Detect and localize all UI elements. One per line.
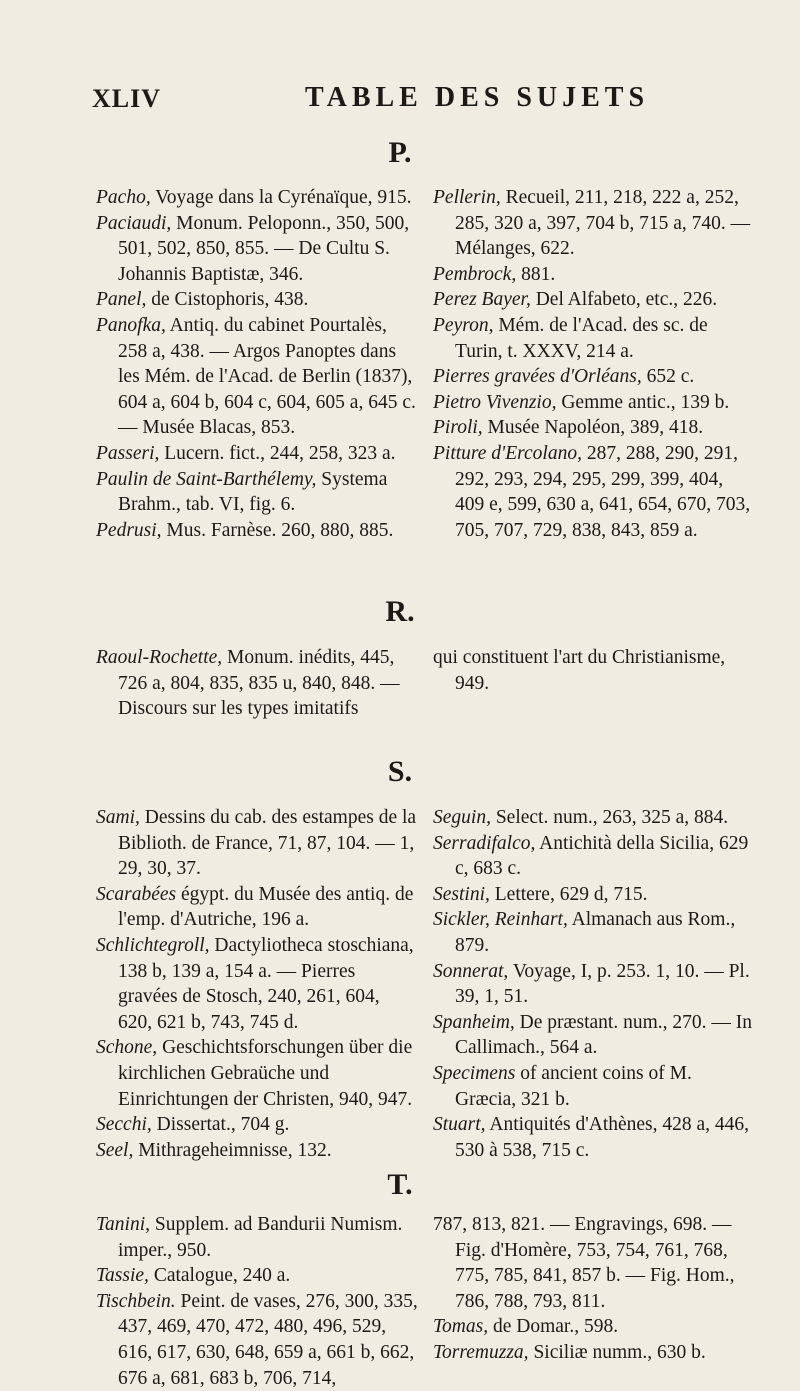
index-entry: Paulin de Saint-Barthélemy, Systema Brahm., tab. VI, fig. 6. [96,468,388,516]
running-title: TABLE DES SUJETS [305,82,650,113]
index-entry: Schlichtegroll, Dactyliotheca stoschiana, 138 b, 139 a, 154 a. — Pierres gravées de Stosch, 240, 261, 604, 620, 621 b, 743, 745 d. [96,934,414,1033]
index-entry: Serradifalco, Antichità della Sicilia, 629 c, 683 c. [433,832,749,880]
index-entry: Tischbein. Peint. de vases, 276, 300, 335, 437, 469, 470, 472, 480, 496, 529, 616, 617, 630, 648, 659 a, 661 b, 662, 676 a, 681, 683 b, 706, 714, [96,1290,418,1389]
index-entry: Panel, de Cistophoris, 438. [96,289,309,311]
section-p-left-column [96,185,418,543]
index-entry: Scarabées égypt. du Musée des antiq. de l'emp. d'Autriche, 196 a. [96,883,414,931]
index-entry: Tassie, Catalogue, 240 a. [96,1265,291,1287]
running-header [0,78,800,118]
section-p-right-column [433,185,755,543]
index-entry: Pierres gravées d'Orléans, 652 c. [433,366,695,388]
index-entry: Passeri, Lucern. fict., 244, 258, 323 a. [96,442,396,464]
section-letter-p: P. [388,136,412,169]
index-entry: Spanheim, De præstant. num., 270. — In Callimach., 564 a. [433,1011,753,1059]
index-entry: Sestini, Lettere, 629 d, 715. [433,883,648,905]
page-number: XLIV [92,84,162,113]
section-letter-s: S. [387,755,413,788]
index-entry: qui constituent l'art du Christianisme, 949. [433,647,726,694]
section-r-left-column [96,645,418,722]
section-s-right-column [433,805,755,1163]
index-entry: Peyron, Mém. de l'Acad. des sc. de Turin, t. XXXV, 214 a. [433,314,708,362]
index-entry: Raoul-Rochette, Monum. inédits, 445, 726 a, 804, 835, 835 u, 840, 848. — Discours sur les types imitatifs [96,647,400,720]
section-r-right-column [433,645,755,696]
index-entry: Panofka, Antiq. du cabinet Pourtalès, 258 a, 438. — Argos Panoptes dans les Mém. de l'Acad. de Berlin (1837), 604 a, 604 b, 604 c, 604, 605 a, 645 c. — Musée Blacas, 853. [96,314,416,439]
index-entry: Pacho, Voyage dans la Cyrénaïque, 915. [96,187,412,208]
section-s-left-column [96,805,418,1163]
index-entry: Pellerin, Recueil, 211, 218, 222 a, 252, 285, 320 a, 397, 704 b, 715 a, 740. — Mélanges, 622. [433,187,751,260]
index-entry: Pedrusi, Mus. Farnèse. 260, 880, 885. [96,519,394,541]
section-t-right-column [433,1212,755,1366]
index-entry: Schone, Geschichtsforschungen über die kirchlichen Gebraüche und Einrichtungen der Christen, 940, 947. [96,1037,413,1110]
section-letter-r: R. [385,595,415,628]
index-entry: Paciaudi, Monum. Peloponn., 350, 500, 501, 502, 850, 855. — De Cultu S. Johannis Baptistæ, 346. [96,212,410,285]
index-entry: Specimens of ancient coins of M. Græcia, 321 b. [433,1062,692,1110]
index-entry: Torremuzza, Siciliæ numm., 630 b. [433,1341,706,1363]
index-entry: Piroli, Musée Napoléon, 389, 418. [433,417,704,439]
section-t-left-column [96,1212,418,1391]
index-entry: Seguin, Select. num., 263, 325 a, 884. [433,807,729,828]
index-entry: Sickler, Reinhart, Almanach aus Rom., 879. [433,909,736,956]
section-letter-t: T. [387,1168,413,1201]
index-entry: Perez Bayer, Del Alfabeto, etc., 226. [433,289,718,311]
index-entry: Pietro Vivenzio, Gemme antic., 139 b. [433,391,730,413]
index-entry: Tanini, Supplem. ad Bandurii Numism. imper., 950. [96,1214,403,1261]
index-entry: Sami, Dessins du cab. des estampes de la Biblioth. de France, 71, 87, 104. — 1, 29, 30, 37. [96,807,417,880]
index-entry: Tomas, de Domar., 598. [433,1316,619,1338]
index-entry: Pitture d'Ercolano, 287, 288, 290, 291, 292, 293, 294, 295, 299, 399, 404, 409 e, 599, 630 a, 641, 654, 670, 703, 705, 707, 729, 838, 843, 859 a. [433,442,751,541]
index-entry: Sonnerat, Voyage, I, p. 253. 1, 10. — Pl. 39, 1, 51. [433,960,750,1008]
index-entry: 787, 813, 821. — Engravings, 698. — Fig. d'Homère, 753, 754, 761, 768, 775, 785, 841, 857 b. — Fig. Hom., 786, 788, 793, 811. [433,1214,735,1312]
index-entry: Pembrock, 881. [433,263,556,285]
index-entry: Secchi, Dissertat., 704 g. [96,1114,290,1136]
index-entry: Stuart, Antiquités d'Athènes, 428 a, 446, 530 à 538, 715 c. [433,1114,750,1161]
index-entry: Seel, Mithrageheimnisse, 132. [96,1139,332,1161]
